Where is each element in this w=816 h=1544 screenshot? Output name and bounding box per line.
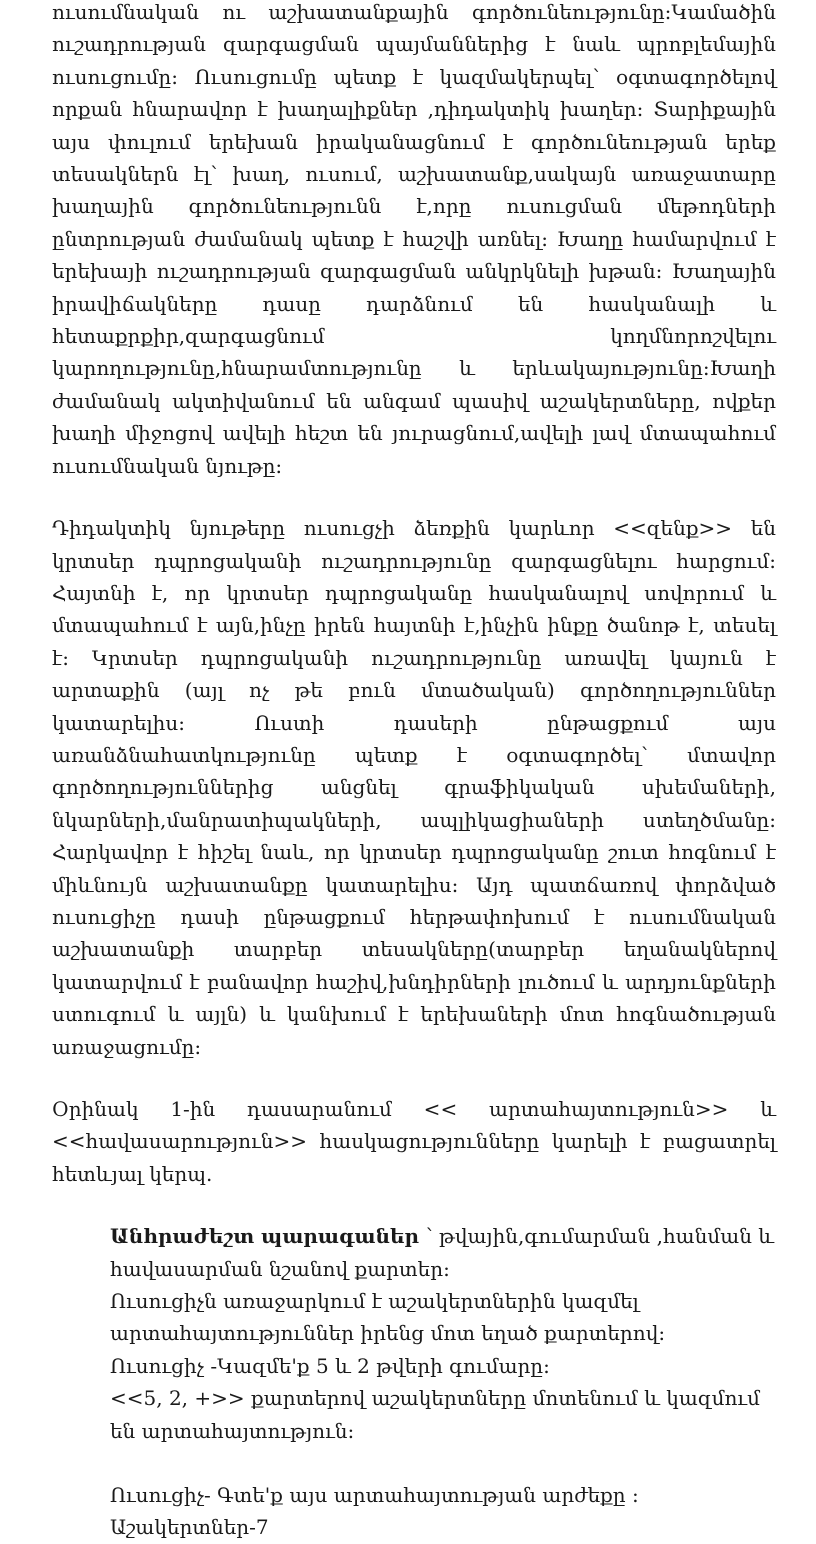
materials-label: Անհրաժեշտ պարագաներ: [110, 1224, 420, 1249]
example-block: [52, 1220, 776, 1544]
teacher-instruction-line: Ուսուցիչն առաջարկում է աշակերտներին կազմել արտահայտություններ իրենց մոտ եղած քարտերով:: [110, 1289, 666, 1346]
paragraph-attention-development: ուսումնական ու աշխատանքային գործունեությունը:Կամածին ուշադրության զարգացման պայմաններից է նաև պրոբլեմային ուսուցումը: Ուսուցումը պետք է կազմակերպել՝ օգտագործելով որքան հնարավոր է խաղալիքներ ,դիդակտիկ խաղեր: Տարիքային այս փուլում երեխան իրականացնում է գործունեության երեք տեսակներն էլ՝ խաղ, ուսում, աշխատանք,սակայն առաջատարը խաղային գործունեությունն է,որը ուսուցման մեթոդների ընտրության ժամանակ պետք է հաշվի առնել: Խաղը համարվում է երեխայի ուշադրության զարգացման անկրկնելի խթան: Խաղային իրավիճակները դասը դարձնում են հասկանալի և հետաքրքիր,զարգացնում կողմնորոշվելու կարողությունը,հնարամտությունը և երևակայությունը:Խաղի ժամանակ ակտիվանում են անգամ պասիվ աշակերտները, ովքեր խաղի միջոցով ավելի հեշտ են յուրացնում,ավելի լավ մտապահում ուսումնական նյութը:: [52, 0, 776, 478]
materials-text: ՝ թվային,գումարման ,հանման և հավասարման նշանով քարտեր:: [110, 1224, 775, 1281]
paragraph-didactic-materials: Դիդակտիկ նյութերը ուսուցչի ձեռքին կարևոր <<զենք>> են կրտսեր դպրոցականի ուշադրությունը զարգացնելու հարցում: Հայտնի է, որ կրտսեր դպրոցականը հասկանալով սովորում և մտապահում է այն,ինչը իրեն հայտնի է,ինչին ինքը ծանոթ է, տեսել է: Կրտսեր դպրոցականի ուշադրությունը առավել կայուն է արտաքին (այլ ոչ թե բուն մտածական) գործողություններ կատարելիս: Ուստի դասերի ընթացքում այս առանձնահատկությունը պետք է օգտագործել՝ մտավոր գործողություններից անցնել գրաֆիկական սխեմաների, նկարների,մանրատիպակների, ապլիկացիաների ստեղծմանը: Հարկավոր է հիշել նաև, որ կրտսեր դպրոցականը շուտ հոգնում է միևնույն աշխատանքը կատարելիս: Այդ պատճառով փորձված ուսուցիչը դասի ընթացքում հերթափոխում է ուսումնական աշխատանքի տարբեր տեսակները(տարբեր եղանակներով կատարվում է բանավոր հաշիվ,խնդիրների լուծում և արդյունքների ստուգում և այլն) և կանխում է երեխաների մոտ հոգնածության առաջացումը:: [52, 516, 776, 1059]
blank-gap: [110, 1447, 776, 1479]
paragraph-example-intro: Օրինակ 1-ին դասարանում << արտահայտություն>> և <<հավասարություն>> հասկացությունները կարելի է բացատրել հետևյալ կերպ.: [52, 1097, 776, 1186]
students-compose-line: <<5, 2, +>> քարտերով աշակերտները մոտենում և կազմում են արտահայտություն:: [110, 1386, 760, 1443]
materials-line: [110, 1220, 776, 1285]
students-answer-line: Աշակերտներ-7: [110, 1515, 269, 1540]
teacher-question-line: Ուսուցիչ- Գտե'ք այս արտահայտության արժեքը :: [110, 1483, 639, 1508]
teacher-task-line: Ուսուցիչ -Կազմե'ք 5 և 2 թվերի գումարը:: [110, 1353, 550, 1378]
